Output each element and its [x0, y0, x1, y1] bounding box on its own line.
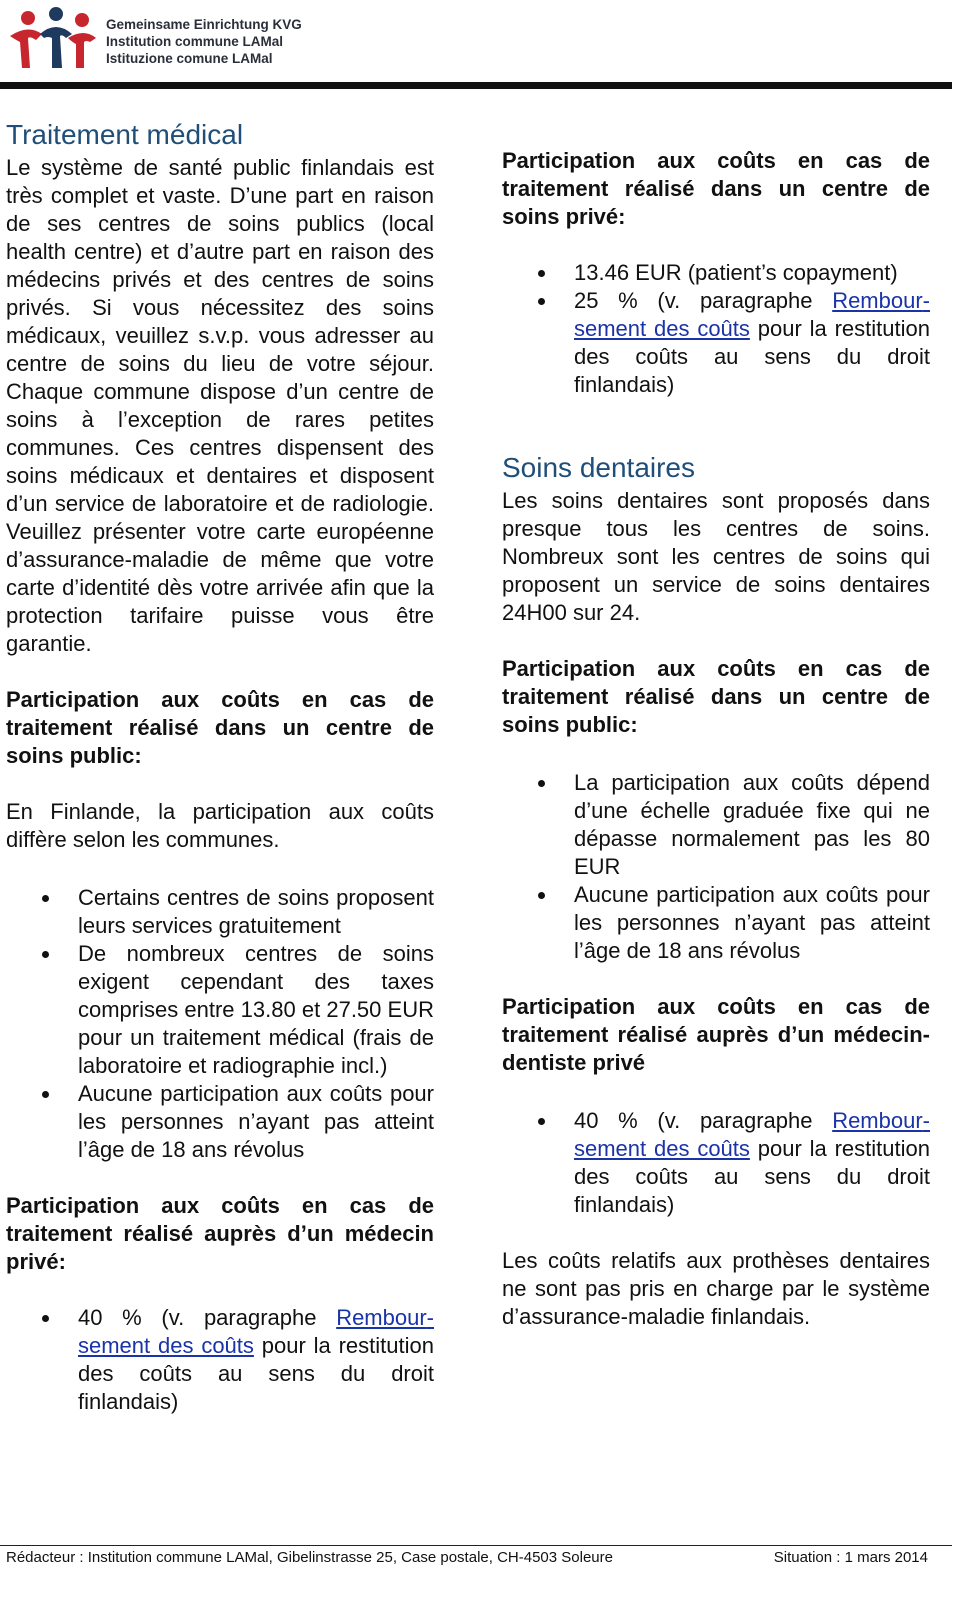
- list-item: [502, 1107, 930, 1219]
- list-item: 13.46 EUR (patient’s copayment): [502, 259, 930, 287]
- list-item: Aucune participation aux coûts pour les personnes n’ayant pas atteint l’âge de 18 ans révolus: [502, 881, 930, 965]
- reimbursement-link[interactable]: Remboursement des coûts: [574, 1108, 930, 1161]
- footer-editor: Rédacteur : Institution commune LAMal, Gibelinstrasse 25, Case postale, CH-4503 Soleure: [6, 1549, 613, 1566]
- list-item: De nombreux centres de soins exigent cependant des taxes comprises entre 13.80 et 27.50 EUR pour un traitement médical (frais de laboratoire et radiographie incl.): [6, 940, 434, 1080]
- private-centre-heading: Participation aux coûts en cas de traitement réalisé dans un centre de soins privé:: [502, 148, 930, 229]
- dental-private-list: [502, 1107, 930, 1219]
- bullet-text-suffix: pour la restitution des coûts au sens du droit finlandais): [78, 1333, 434, 1414]
- reimbursement-link[interactable]: Remboursement des coûts: [574, 288, 930, 341]
- private-doctor-heading: Participation aux coûts en cas de traitement réalisé auprès d’un médecin privé:: [6, 1193, 434, 1274]
- private-doctor-list: [6, 1304, 434, 1416]
- public-centre-text: En Finlande, la participation aux coûts diffère selon les communes.: [6, 799, 434, 852]
- left-column: [6, 118, 434, 1416]
- list-item: Certains centres de soins proposent leurs services gratuitement: [6, 884, 434, 940]
- private-centre-list: [502, 259, 930, 399]
- bullet-text-prefix: 40 % (v. paragraphe: [574, 1108, 833, 1133]
- bullet-text-suffix: pour la restitution des coûts au sens du droit finlandais): [574, 316, 930, 397]
- medical-treatment-intro: Le système de santé public finlandais est très complet et vaste. D’une part en raison de ses centres de soins publics (local health centre) et d’autre part en raison des médecins privés et des centres de soins privés. Si vous nécessitez des soins médicaux, veuillez s.v.p. vous adresser au centre de soins du lieu de votre séjour. Chaque commune dispose d’un centre de soins à l’exception de rares petites communes. Ces centres dispensent des soins médicaux et dentaires et disposent d’un service de laboratoire et de radiologie. Veuillez présenter votre carte européenne d’assurance-maladie de même que votre carte d’identité dès votre arrivée afin que la protection tarifaire puisse vous être garantie.: [6, 155, 434, 656]
- dental-public-list: [502, 769, 930, 965]
- footer-situation: Situation : 1 mars 2014: [773, 1549, 928, 1566]
- right-column: [502, 147, 930, 1331]
- medical-treatment-title: Traitement médical: [6, 119, 244, 150]
- list-item: La participation aux coûts dépend d’une échelle graduée fixe qui ne dépasse normalement pas les 80 EUR: [502, 769, 930, 881]
- header-divider: [0, 82, 952, 89]
- public-centre-list: [6, 884, 434, 1164]
- footer-divider: [0, 1545, 952, 1546]
- dental-care-intro: Les soins dentaires sont proposés dans presque tous les centres de soins. Nombreux sont les centres de soins qui proposent un service de soins dentaires 24H00 sur 24.: [502, 488, 930, 625]
- org-name-it: Istituzione comune LAMal: [106, 51, 273, 66]
- dental-care-title: Soins dentaires: [502, 452, 696, 483]
- dental-private-heading: Participation aux coûts en cas de traitement réalisé auprès d’un médecin-dentiste privé: [502, 994, 930, 1075]
- list-item: [502, 287, 930, 399]
- org-name-de: Gemeinsame Einrichtung KVG: [106, 17, 302, 32]
- institution-logo: [6, 6, 98, 76]
- list-item: [6, 1304, 434, 1416]
- dental-public-heading: Participation aux coûts en cas de traitement réalisé dans un centre de soins public:: [502, 656, 930, 737]
- prosthesis-text: Les coûts relatifs aux prothèses dentaires ne sont pas pris en charge par le système d’assurance-maladie finlandais.: [502, 1248, 930, 1329]
- bullet-text-prefix: 40 % (v. paragraphe: [78, 1305, 337, 1330]
- organization-names: [106, 16, 302, 67]
- org-name-fr: Institution commune LAMal: [106, 34, 283, 49]
- bullet-text-suffix: pour la restitution des coûts au sens du droit finlandais): [574, 1136, 930, 1217]
- public-centre-heading: Participation aux coûts en cas de traitement réalisé dans un centre de soins public:: [6, 687, 434, 768]
- bullet-text-prefix: 25 % (v. paragraphe: [574, 288, 833, 313]
- page-header: [0, 0, 960, 90]
- list-item: Aucune participation aux coûts pour les personnes n’ayant pas atteint l’âge de 18 ans révolus: [6, 1080, 434, 1164]
- reimbursement-link[interactable]: Remboursement des coûts: [78, 1305, 434, 1358]
